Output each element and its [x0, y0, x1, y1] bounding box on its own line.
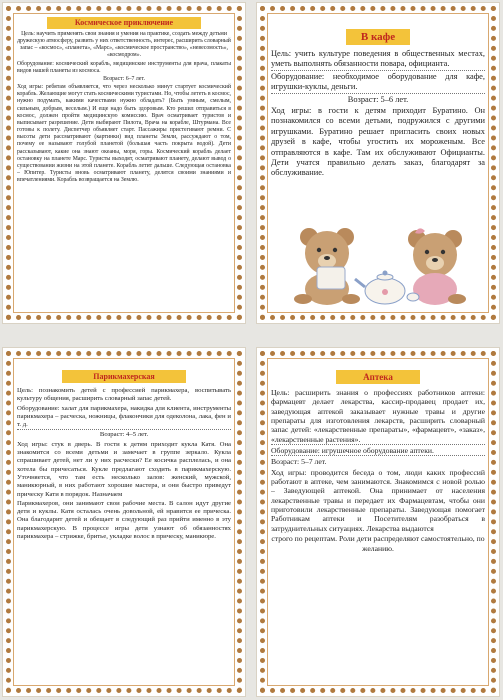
game-flow-continued-paragraph: Парикмахеров, они занимают свои рабочие места. В салон идут другие дети и куклы. Катя осталась очень довольной, ей нравится ее прическа. Она благодарит детей и обещает в следующий раз прийти именно в эту парикмахерскую. В процессе игры дети узнают об обязанностях парикмахера – стрижке, бритье, укладке волос в прическу, маникюре. — [17, 499, 231, 541]
card-content — [271, 366, 485, 682]
age-paragraph: Возраст: 5–6 лет. — [347, 94, 409, 104]
age-paragraph: Возраст: 4–5 лет. — [99, 431, 149, 439]
game-flow-continued-paragraph: строго по рецептам. Роли дети распределяют самостоятельно, по желанию. — [271, 534, 485, 553]
card-title: Аптека — [336, 370, 420, 384]
left-teddy-bear — [294, 228, 360, 305]
equipment-paragraph: Оборудование: халат для парикмахера, накидка для клиента, инструменты парикмахера – расческа, ножницы, флакончики для одеколона, лака, фен и т. д. — [17, 405, 231, 431]
game-flow-paragraph: Ход игры: ребятам объявляется, что через несколько минут стартует космический корабль. Желающие могут стать космическими туристами. Но, чтобы лететь в космос, нужно подумать, какими качествами нужно обладать? (Быть умным, смелым, сильным, добрым, веселым.) И еще надо быть здоровым. Кто решил отправиться в космос, должен пройти медицинскую комиссию. Врач осматривает туристов и выписывает разрешение. Дети выбирают Пилота, Врача на корабле, Штурмана. Все готовы к полету. Диспетчер объявляет старт. Пассажиры пристегивают ремни. С высоты дети рассматривают (картинки) вид планеты Земли, рассуждают о том, почему ее называют голубой планетой (большая часть покрыта водой). Дети рассказывают, какие она знают океаны, моря, горы. Космический корабль делает остановку на планете Марс. Туристы выходят, осматривают планету, делают вывод о существовании жизни на этой планете. Корабль летит дальше. Следующая остановка – Юпитер. Туристы вновь осматривают планету, делятся своими знаниями и впечатлениями. Корабль возвращается на Землю. — [17, 84, 231, 184]
card-cafe — [256, 2, 500, 324]
equipment-paragraph: Оборудование: космический корабль, медицинские инструменты для врача, плакаты видов нашей планеты из космоса. — [17, 60, 231, 74]
card-pharmacy — [256, 347, 500, 697]
teapot-icon — [355, 271, 405, 305]
right-teddy-bear — [407, 228, 466, 305]
card-content — [17, 17, 231, 309]
equipment-paragraph: Оборудование: необходимое оборудование для кафе, игрушки-куклы, деньги. — [271, 72, 485, 94]
age-paragraph: Возраст: 5–7 лет. — [271, 457, 327, 467]
teddy-bears-illustration — [267, 217, 487, 305]
game-flow-paragraph: Ход игры: в гости к детям приходит Буратино. Он познакомился со всеми детьми, подружился с другими игрушками. Буратино решает пригласить своих новых друзей в кафе, чтобы угостить их мороженым. Все отправляются в кафе. Там их обслуживают Официанты. Дети учатся правильно делать заказ, благодарят за обслуживание. — [271, 106, 485, 178]
goal-paragraph: Цель: научить применять свои знания и умения на практике, создать между детьми дружескую атмосферу, развить у них ответственность, интерес, расширить словарный запас – «космос», «планета», «Марс», «космическое пространство», «невесомость», «космодром». — [17, 31, 231, 59]
card-hairdresser — [2, 347, 246, 697]
card-title: В кафе — [346, 29, 410, 45]
card-title: Космическое приключение — [47, 17, 201, 29]
age-paragraph: Возраст: 6–7 лет. — [103, 75, 145, 82]
goal-paragraph: Цель: учить культуре поведения в общественных местах, уметь выполнять обязанности повара, официанта. — [271, 49, 485, 71]
game-flow-paragraph: Ход игры: проводится беседа о том, люди каких профессий работают в аптеке, чем занимаются. Знакомимся с новой ролью – Заведующей аптекой. Она принимает от населения лекарственные травы и передает их Фармацевтам, чтобы они приготовили лекарственные препараты. Заведующая помогает Работникам аптеки и Посетителям разобраться в затруднительных ситуациях. Лекарства выдаются — [271, 467, 485, 533]
goal-paragraph: Цель: познакомить детей с профессией парикмахера, воспитывать культуру общения, расширить словарный запас детей. — [17, 387, 231, 403]
card-cosmic-adventure — [2, 2, 246, 324]
goal-paragraph: Цель: расширить знания о профессиях работников аптеки: фармацевт делает лекарства, кассир-продавец продает их, заведующая аптекой заказывает нужные травы и другие препараты для изготовления лекарств, расширить словарный запас детей: «лекарственные препараты», «фармацевт», «заказ», «лекарственные растения». — [271, 388, 485, 444]
game-flow-paragraph: Ход игры: стук в дверь. В гости к детям приходит кукла Катя. Она знакомится со всеми детьми и замечает в группе зеркало. Кукла спрашивает детей, нет ли у них расчески? Ее косичка расплелась, и она хотела бы причесаться. Кукле предлагают сходить в парикмахерскую. Уточняется, что там есть несколько залов: женский, мужской, маникюрный, в них работают хорошие мастера, и они быстро приведут прическу Кати в порядок. Назначаем — [17, 440, 231, 498]
equipment-paragraph: Оборудование: игрушечное оборудование аптеки. — [271, 446, 485, 456]
card-title: Парикмахерская — [62, 370, 186, 383]
card-content — [17, 366, 231, 682]
